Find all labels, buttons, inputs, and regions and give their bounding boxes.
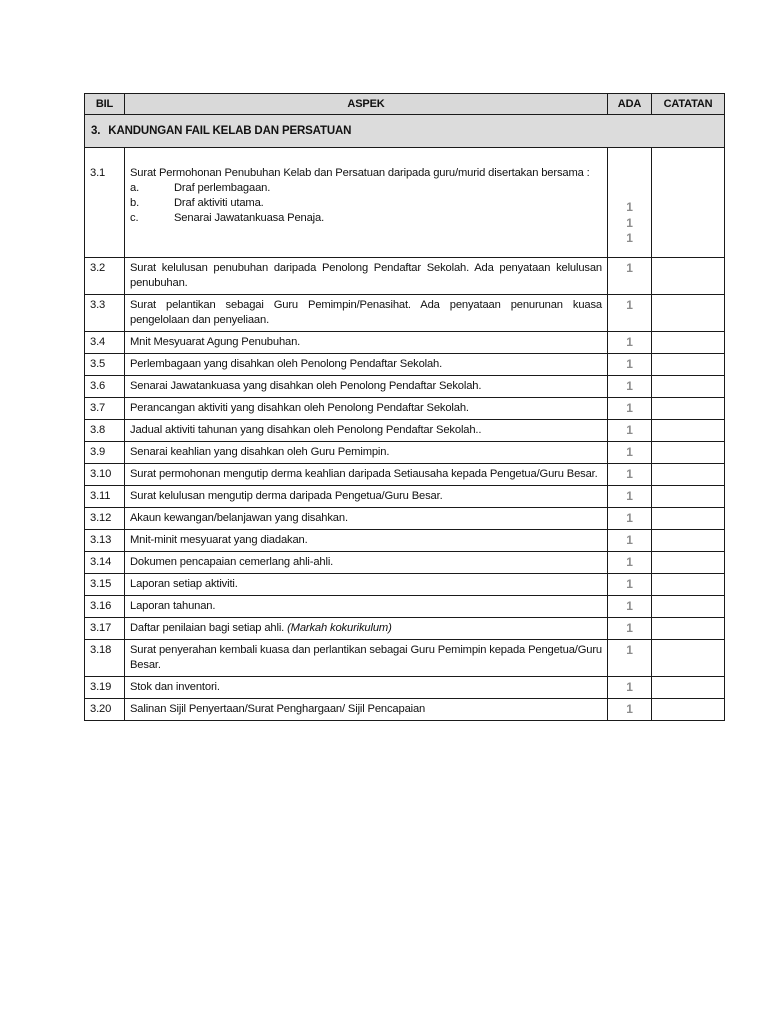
row-aspect [125,595,608,617]
row-number: 3.18 [85,639,125,676]
row-ada: 1 [608,331,652,353]
row-aspect [125,639,608,676]
row-catatan[interactable] [652,698,725,720]
document-page [84,93,724,721]
row-number: 3.9 [85,441,125,463]
row-ada: 1 [608,507,652,529]
row-aspect [125,551,608,573]
row-ada: 1 [608,463,652,485]
row-aspect-text: Laporan tahunan. [130,599,216,612]
sub-item [130,196,602,211]
table-row [85,257,725,294]
row-aspect-text: Stok dan inventori. [130,680,220,693]
row-aspect [125,353,608,375]
row-catatan[interactable] [652,257,725,294]
sub-item [130,211,602,226]
row-catatan[interactable] [652,676,725,698]
row-number: 3.14 [85,551,125,573]
row-catatan[interactable] [652,419,725,441]
row-catatan[interactable] [652,148,725,258]
ada-mark: 1 [626,231,633,245]
table-row [85,507,725,529]
row-aspect-text: Surat penyerahan kembali kuasa dan perlantikan sebagai Guru Pemimpin kepada Pengetua/Guru Besar. [130,643,602,671]
row-aspect-text: Daftar penilaian bagi setiap ahli. [130,621,285,634]
row-catatan[interactable] [652,639,725,676]
row-aspect [125,463,608,485]
row-aspect [125,573,608,595]
row-aspect [125,331,608,353]
ada-mark: 1 [626,200,633,214]
ada-mark: 1 [626,215,633,230]
row-aspect [125,257,608,294]
table-row [85,485,725,507]
row-aspect [125,529,608,551]
table-row [85,617,725,639]
row-aspect-note: (Markah kokurikulum) [287,621,392,634]
row-catatan[interactable] [652,375,725,397]
row-ada: 1 [608,397,652,419]
row-aspect [125,397,608,419]
row-aspect [125,698,608,720]
header-catatan: CATATAN [652,94,725,115]
row-aspect [125,676,608,698]
row-ada: 1 [608,551,652,573]
row-aspect-text: Surat Permohonan Penubuhan Kelab dan Persatuan daripada guru/murid disertakan bersama : [130,167,590,179]
sub-item-text: Draf aktiviti utama. [174,197,264,209]
table-row [85,148,725,258]
row-number: 3.13 [85,529,125,551]
row-number: 3.4 [85,331,125,353]
row-aspect-text: Perlembagaan yang disahkan oleh Penolong Pendaftar Sekolah. [130,357,443,370]
row-catatan[interactable] [652,573,725,595]
section-heading [85,115,725,148]
sub-item [130,181,602,196]
row-catatan[interactable] [652,595,725,617]
section-row [85,115,725,148]
row-catatan[interactable] [652,397,725,419]
header-aspek: ASPEK [125,94,608,115]
row-catatan[interactable] [652,507,725,529]
row-aspect-text: Jadual aktiviti tahunan yang disahkan oleh Penolong Pendaftar Sekolah.. [130,423,482,436]
row-number: 3.10 [85,463,125,485]
row-number: 3.7 [85,397,125,419]
row-number: 3.3 [85,294,125,331]
table-row [85,419,725,441]
row-ada: 1 [608,441,652,463]
table-row [85,698,725,720]
table-row [85,294,725,331]
row-aspect-text: Salinan Sijil Penyertaan/Surat Penghargaan/ Sijil Pencapaian [130,702,426,715]
row-ada: 1 [608,573,652,595]
row-ada: 1 [608,353,652,375]
row-aspect-text: Perancangan aktiviti yang disahkan oleh Penolong Pendaftar Sekolah. [130,401,469,414]
table-row [85,595,725,617]
row-catatan[interactable] [652,617,725,639]
row-catatan[interactable] [652,551,725,573]
row-aspect-text: Senarai Jawatankuasa yang disahkan oleh Penolong Pendaftar Sekolah. [130,379,482,392]
row-number: 3.19 [85,676,125,698]
sub-item-letter: b. [130,197,140,209]
row-aspect [125,485,608,507]
table-row [85,529,725,551]
row-aspect-text: Senarai keahlian yang disahkan oleh Guru Pemimpin. [130,445,390,458]
row-number: 3.15 [85,573,125,595]
row-aspect-text: Akaun kewangan/belanjawan yang disahkan. [130,511,348,524]
row-aspect [125,375,608,397]
header-ada: ADA [608,94,652,115]
row-number: 3.16 [85,595,125,617]
row-catatan[interactable] [652,353,725,375]
row-aspect-text: Surat permohonan mengutip derma keahlian daripada Setiausaha kepada Pengetua/Guru Besar. [130,467,598,480]
row-aspect [125,148,608,258]
row-number: 3.6 [85,375,125,397]
sub-item-text: Senarai Jawatankuasa Penaja. [174,212,325,224]
section-number: 3. [91,124,101,137]
row-ada: 1 [608,676,652,698]
table-row [85,353,725,375]
row-number: 3.11 [85,485,125,507]
row-ada: 1 [608,419,652,441]
row-aspect [125,441,608,463]
row-ada: 1 [608,257,652,294]
row-ada: 1 [608,529,652,551]
table-row [85,551,725,573]
row-ada: 1 [608,639,652,676]
row-ada: 1 [608,698,652,720]
table-row [85,397,725,419]
row-ada: 1 [608,485,652,507]
row-aspect-text: Surat kelulusan mengutip derma daripada Pengetua/Guru Besar. [130,489,443,502]
table-row [85,463,725,485]
sub-item-letter: c. [130,212,139,224]
table-row [85,331,725,353]
row-aspect [125,419,608,441]
row-number: 3.17 [85,617,125,639]
row-aspect-text: Surat pelantikan sebagai Guru Pemimpin/Penasihat. Ada penyataan penurunan kuasa pengelolaan dan penyeliaan. [130,298,602,326]
row-number: 3.1 [85,148,125,258]
section-title: KANDUNGAN FAIL KELAB DAN PERSATUAN [108,124,352,137]
sub-item-text: Draf perlembagaan. [174,182,271,194]
header-row [85,94,725,115]
row-ada: 1 [608,595,652,617]
row-aspect [125,294,608,331]
row-ada: 1 [608,617,652,639]
row-aspect [125,617,608,639]
row-number: 3.5 [85,353,125,375]
row-aspect-text: Surat kelulusan penubuhan daripada Penolong Pendaftar Sekolah. Ada penyataan kelulusan penubuhan. [130,261,602,289]
row-aspect [125,507,608,529]
header-bil: BIL [85,94,125,115]
table-row [85,441,725,463]
table-row [85,676,725,698]
row-catatan[interactable] [652,529,725,551]
row-catatan[interactable] [652,463,725,485]
row-aspect-text: Dokumen pencapaian cemerlang ahli-ahli. [130,555,334,568]
row-catatan[interactable] [652,485,725,507]
table-row [85,573,725,595]
row-aspect-text: Mnit Mesyuarat Agung Penubuhan. [130,335,301,348]
sub-item-letter: a. [130,182,140,194]
table-row [85,639,725,676]
row-ada: 1 [608,294,652,331]
row-catatan[interactable] [652,331,725,353]
checklist-table [84,93,725,721]
row-number: 3.8 [85,419,125,441]
row-aspect-text: Mnit-minit mesyuarat yang diadakan. [130,533,308,546]
row-catatan[interactable] [652,441,725,463]
row-aspect-text: Laporan setiap aktiviti. [130,577,238,590]
row-number: 3.2 [85,257,125,294]
row-number: 3.12 [85,507,125,529]
row-ada [608,148,652,258]
row-ada: 1 [608,375,652,397]
row-number: 3.20 [85,698,125,720]
row-catatan[interactable] [652,294,725,331]
table-row [85,375,725,397]
